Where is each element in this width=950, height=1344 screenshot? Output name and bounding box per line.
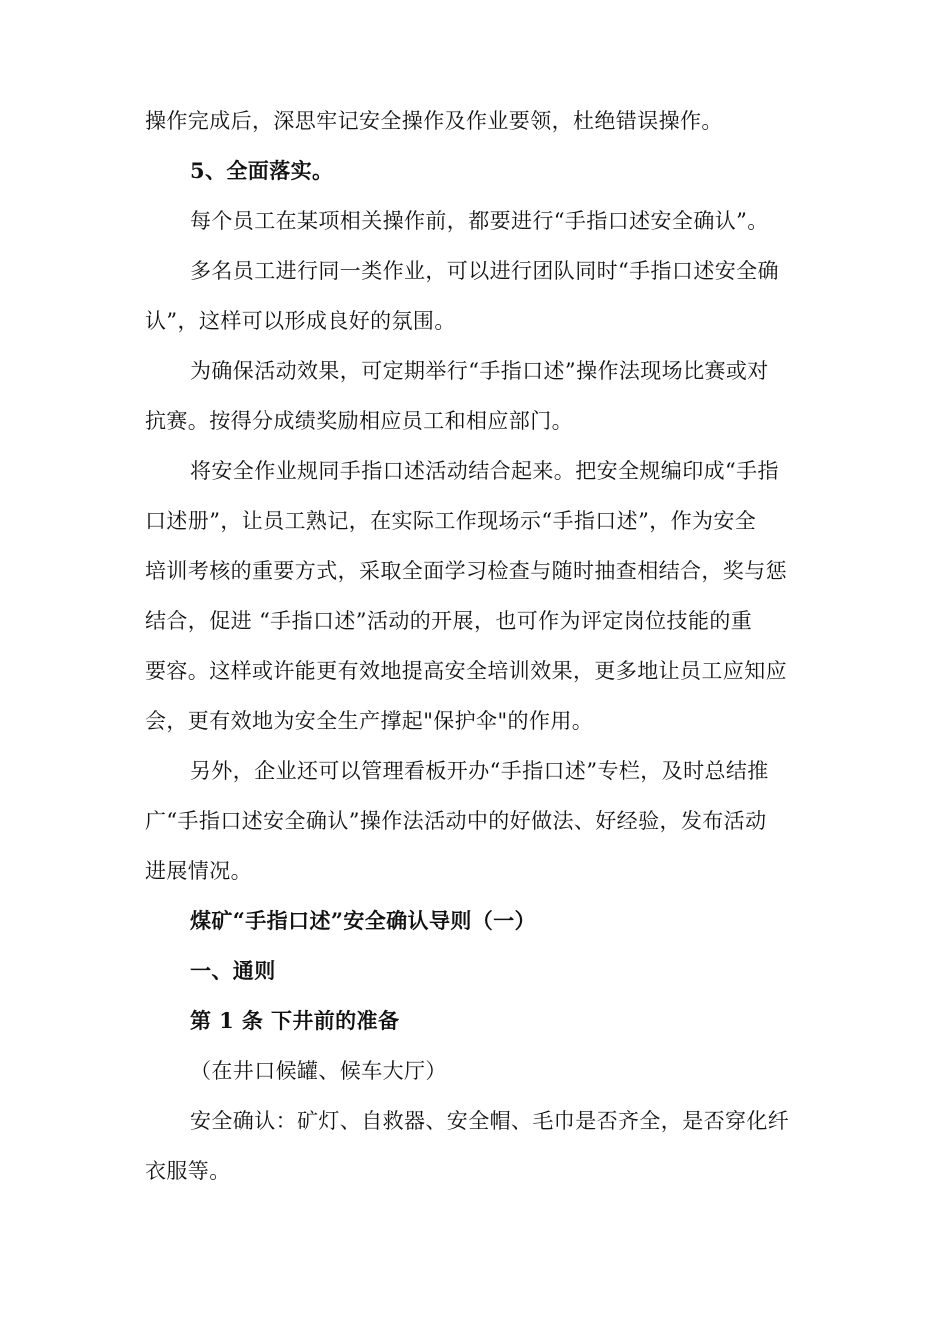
paragraph-line: 安全确认：矿灯、自救器、安全帽、毛巾是否齐全，是否穿化纤 <box>190 1109 790 1133</box>
paragraph-line: 要容。这样或许能更有效地提高安全培训效果，更多地让员工应知应 <box>145 659 787 683</box>
section-heading: 5、全面落实。 <box>190 158 334 183</box>
paragraph-line: 培训考核的重要方式，采取全面学习检查与随时抽查相结合，奖与惩 <box>145 559 787 583</box>
paragraph-line: 结合，促进 “手指口述”活动的开展，也可作为评定岗位技能的重 <box>145 609 753 633</box>
paragraph-line: 广“手指口述安全确认”操作法活动中的好做法、好经验，发布活动 <box>145 809 767 833</box>
paragraph-line: 认”，这样可以形成良好的氛围。 <box>145 309 456 333</box>
paragraph-line: 另外，企业还可以管理看板开办“手指口述”专栏，及时总结推 <box>190 759 769 783</box>
document-title: 煤矿“手指口述”安全确认导则（一） <box>190 908 536 933</box>
paragraph-line: 多名员工进行同一类作业，可以进行团队同时“手指口述安全确 <box>190 259 779 283</box>
paragraph-line: 将安全作业规同手指口述活动结合起来。把安全规编印成“手指 <box>190 459 779 483</box>
chapter-heading: 一、通则 <box>190 958 276 983</box>
paragraph-line: 口述册”，让员工熟记，在实际工作现场示“手指口述”，作为安全 <box>145 509 757 533</box>
paragraph-line: 衣服等。 <box>145 1159 231 1183</box>
article-heading: 第 1 条 下井前的准备 <box>190 1008 400 1033</box>
paragraph-line: 操作完成后，深思牢记安全操作及作业要领，杜绝错误操作。 <box>145 109 723 133</box>
paragraph-line: 每个员工在某项相关操作前，都要进行“手指口述安全确认”。 <box>190 209 769 233</box>
paragraph-line: 为确保活动效果，可定期举行“手指口述”操作法现场比赛或对 <box>190 359 769 383</box>
paragraph-line: 会，更有效地为安全生产撑起"保护伞"的作用。 <box>145 709 594 733</box>
location-note: （在井口候罐、候车大厅） <box>190 1059 447 1083</box>
paragraph-line: 进展情况。 <box>145 859 252 883</box>
paragraph-line: 抗赛。按得分成绩奖励相应员工和相应部门。 <box>145 409 573 433</box>
